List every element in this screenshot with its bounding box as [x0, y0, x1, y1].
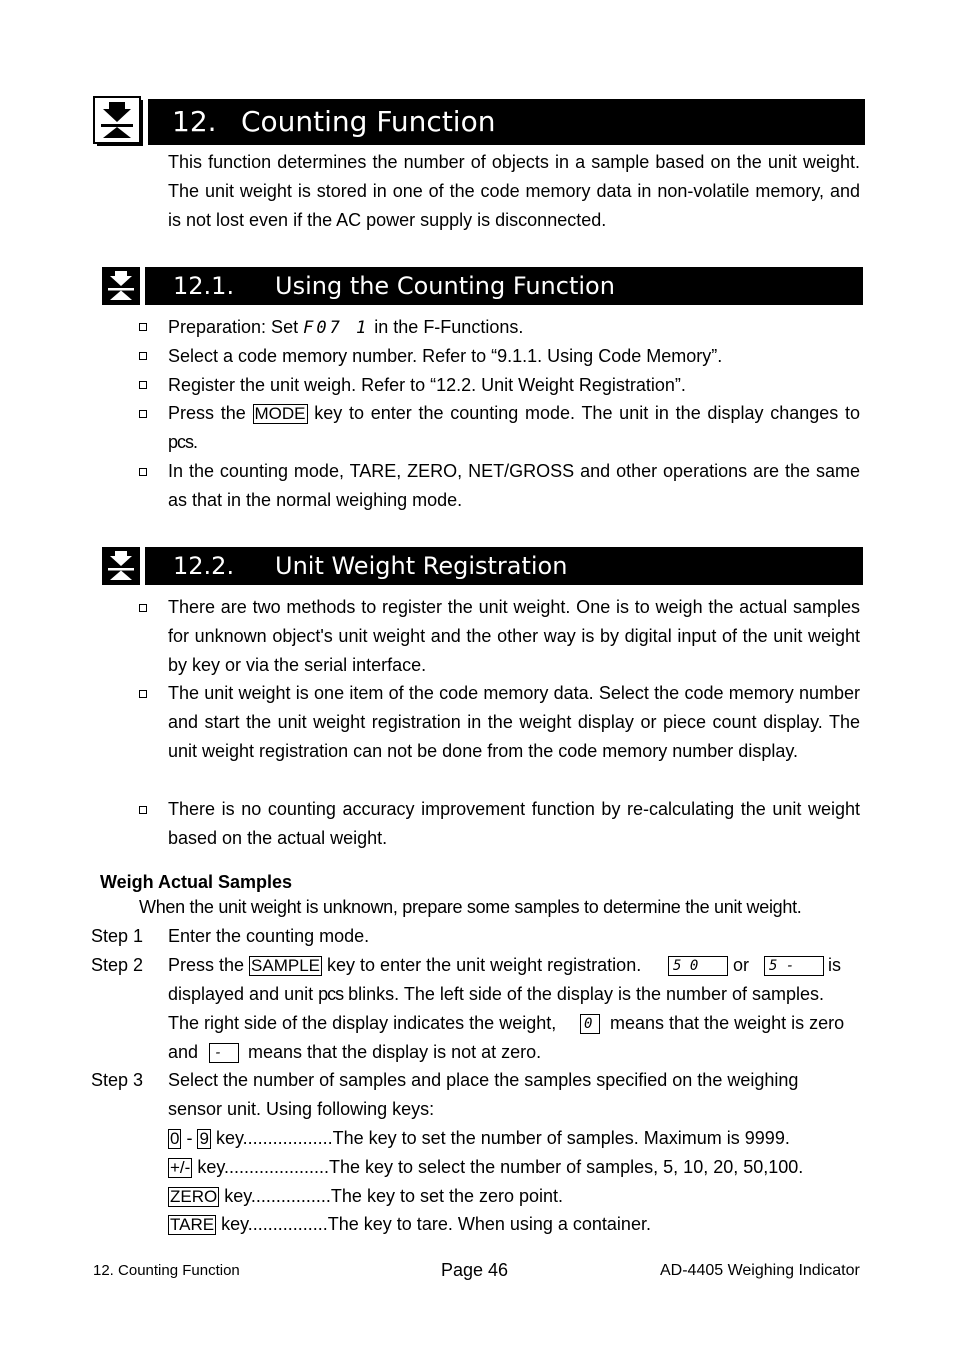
step-text-part: means that the weight is zero	[610, 1013, 845, 1033]
step-text-part: means that the display is not at zero.	[248, 1042, 542, 1062]
footer-right: AD-4405 Weighing Indicator	[660, 1262, 860, 1279]
section-icon	[102, 267, 140, 305]
section-title: Using the Counting Function	[275, 272, 615, 300]
bullet-icon	[138, 689, 148, 699]
step-text-part: blinks. The left side of the display is the number of samples.	[343, 984, 825, 1004]
bullet-icon	[138, 322, 148, 332]
list-item-text: key to enter the counting mode. The unit in the display changes to	[307, 403, 860, 423]
display-segment: F07 1	[303, 318, 370, 338]
footer-left: 12. Counting Function	[93, 1262, 240, 1279]
subheading: Weigh Actual Samples	[100, 872, 293, 892]
section-icon	[102, 547, 140, 585]
step-label: Step 1	[91, 926, 144, 946]
display-segment: 0	[580, 1014, 600, 1034]
list-item: There are two methods to register the unit weight. One is to weigh the actual samples for unknown object's unit weight and the other way is by digital input of the unit weight by key or via the serial interface.	[168, 597, 860, 675]
step-text-part: is	[828, 955, 841, 975]
list-item: Register the unit weigh. Refer to “12.2. Unit Weight Registration”.	[168, 375, 686, 395]
bullet-icon	[138, 603, 148, 613]
key-row	[168, 1153, 803, 1182]
pcs-unit: pcs	[168, 432, 194, 452]
section-number: 12.1.	[173, 272, 235, 300]
list-item: There is no counting accuracy improvement function by re-calculating the unit weight based on the actual weight.	[168, 799, 860, 848]
step-text-part: and	[168, 1042, 199, 1062]
section-number: 12.	[172, 105, 217, 138]
step-text-part: The right side of the display indicates the weight,	[168, 1013, 557, 1033]
list-item-text: Preparation: Set	[168, 317, 304, 337]
section-title: Unit Weight Registration	[275, 552, 568, 580]
key-row	[168, 1182, 563, 1211]
step-label: Step 2	[91, 955, 144, 975]
zero-key: ZERO	[170, 1187, 218, 1206]
step-text: Enter the counting mode.	[168, 926, 370, 946]
display-segment: 5 0	[668, 956, 728, 976]
section-12-heading	[148, 99, 865, 145]
key-row	[168, 1124, 790, 1153]
page-number: Page 46	[441, 1260, 509, 1280]
bullet-icon	[138, 380, 148, 390]
key-row	[168, 1210, 651, 1239]
mode-key: MODE	[254, 404, 306, 423]
section-12-2-heading	[145, 547, 863, 585]
step-text	[168, 1038, 198, 1067]
display-segment: -	[209, 1043, 239, 1063]
step-label: Step 3	[91, 1070, 144, 1090]
key-row-text: key..................The key to set the number of samples. Maximum is 9999.	[210, 1128, 790, 1148]
list-item: In the counting mode, TARE, ZERO, NET/GROSS and other operations are the same as that in the normal weighing mode.	[168, 461, 860, 510]
list-item-text: .	[193, 432, 199, 452]
step-text-part: Press the	[168, 955, 250, 975]
bullet-icon	[138, 467, 148, 477]
bullet-icon	[138, 409, 148, 419]
list-item: Select a code memory number. Refer to “9.1.1. Using Code Memory”.	[168, 346, 723, 366]
step-text: sensor unit. Using following keys:	[168, 1099, 435, 1119]
digit-key: 9	[199, 1129, 209, 1148]
digit-key: 0	[170, 1129, 180, 1148]
step-text-part: key to enter the unit weight registration.	[322, 955, 642, 975]
section-icon	[93, 96, 143, 146]
list-item	[168, 313, 523, 343]
list-item: The unit weight is one item of the code memory data. Select the code memory number and start the unit weight registration in the weight display or piece count display. The unit weight registration can not be done from the code memory number display.	[168, 683, 860, 761]
list-item	[168, 399, 860, 457]
display-segment: 5 -	[764, 956, 824, 976]
tare-key: TARE	[170, 1215, 215, 1234]
section-title: Counting Function	[241, 105, 496, 138]
bullet-icon	[138, 805, 148, 815]
step-text: Select the number of samples and place the samples specified on the weighing	[168, 1070, 799, 1090]
step-text-part: displayed and unit	[168, 984, 319, 1004]
section-12-intro: This function determines the number of objects in a sample based on the unit weight. The unit weight is stored in one of the code memory data in non-volatile memory, and is not lost even if the AC power supply is disconnected.	[168, 152, 860, 230]
step-text	[168, 951, 641, 980]
list-item-text: in the F-Functions.	[369, 317, 524, 337]
step-text	[168, 980, 824, 1009]
step-text	[168, 1009, 556, 1038]
weigh-intro: When the unit weight is unknown, prepare some samples to determine the unit weight.	[139, 897, 802, 917]
key-row-text: key................The key to tare. When using a container.	[216, 1214, 651, 1234]
key-row-text: key.....................The key to select the number of samples, 5, 10, 20, 50,100.	[192, 1157, 804, 1177]
key-row-text: -	[181, 1128, 198, 1148]
list-item-text: Press the	[168, 403, 253, 423]
pcs-unit: pcs	[318, 984, 344, 1004]
section-number: 12.2.	[173, 552, 235, 580]
step-text-part: or	[733, 955, 750, 975]
section-12-1-heading	[145, 267, 863, 305]
plus-minus-key: +/-	[170, 1158, 191, 1177]
bullet-icon	[138, 351, 148, 361]
key-row-text: key................The key to set the zero point.	[219, 1186, 564, 1206]
sample-key: SAMPLE	[251, 956, 321, 975]
